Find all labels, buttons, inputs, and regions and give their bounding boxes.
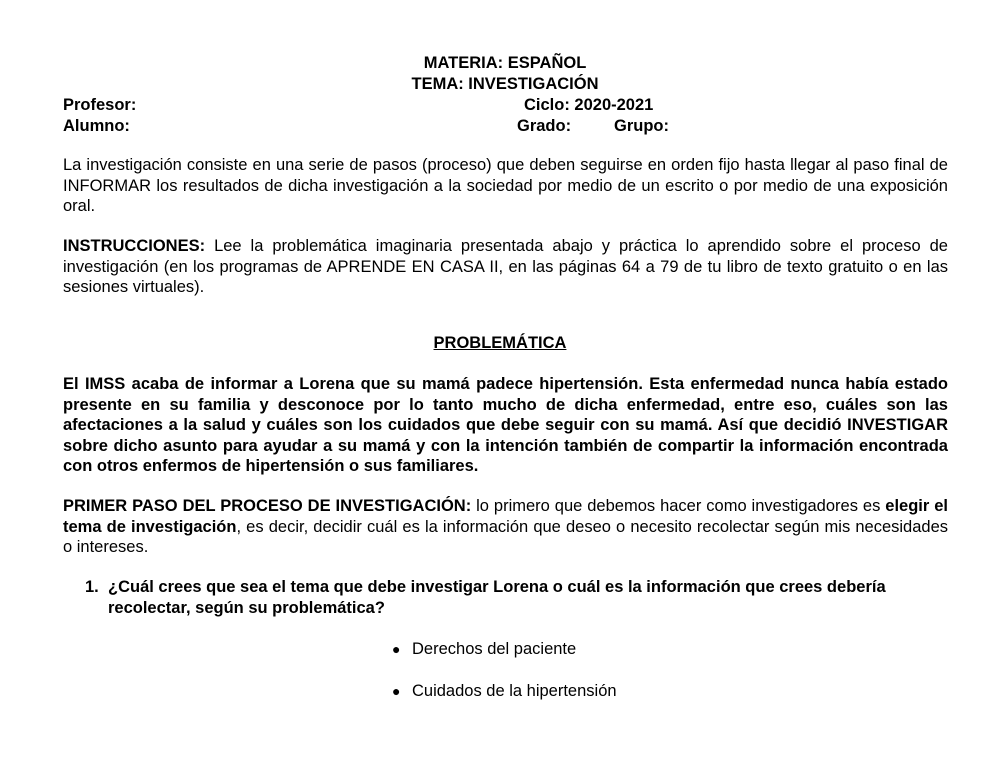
option-label: Derechos del paciente [412, 640, 577, 658]
instructions-label: INSTRUCCIONES: [63, 237, 206, 255]
student-label: Alumno: [63, 117, 130, 135]
bullet-icon: ● [392, 641, 401, 657]
first-step-label: PRIMER PASO DEL PROCESO DE INVESTIGACIÓN: [63, 497, 472, 515]
first-step-text-1: lo primero que debemos hacer como investigadores es [471, 497, 886, 515]
subject-heading: MATERIA: ESPAÑOL [423, 54, 587, 72]
topic-heading: TEMA: INVESTIGACIÓN [411, 75, 599, 93]
intro-paragraph: La investigación consiste en una serie de pasos (proceso) que deben seguirse en orden fijo hasta llegar al paso final de INFORMAR los resultados de dicha investigación a la sociedad por medio de un escrito o por medio de una exposición oral. [63, 156, 948, 215]
problem-paragraph: El IMSS acaba de informar a Lorena que su mamá padece hipertensión. Esta enfermedad nunca había estado presente en su familia y desconoce por lo tanto mucho de dicha enfermedad, entre eso, cuáles son las afectaciones a la salud y cuáles son los cuidados que debe seguir con su mamá. Así que decidió INVESTIGAR sobre dicho asunto para ayudar a su mamá y con la intención también de compartir la información encontrada con otros enfermos de hipertensión o sus familiares. [63, 375, 948, 475]
option-label: Cuidados de la hipertensión [412, 682, 617, 700]
first-step-emphasis: elegir el tema de investigación [63, 497, 948, 536]
instructions-paragraph [63, 236, 948, 298]
cycle-label: Ciclo: 2020-2021 [524, 96, 654, 114]
option-item[interactable] [392, 639, 576, 660]
question-1 [85, 577, 950, 618]
problem-title: PROBLEMÁTICA [433, 334, 567, 352]
option-item[interactable] [392, 681, 617, 702]
instructions-text: Lee la problemática imaginaria presentada abajo y práctica lo aprendido sobre el proceso de investigación (en los programas de APRENDE EN CASA II, en las páginas 64 a 79 de tu libro de texto gratuito o en las sesiones virtuales). [63, 237, 948, 296]
grade-label: Grado: [517, 117, 572, 135]
teacher-label: Profesor: [63, 96, 137, 114]
bullet-icon: ● [392, 683, 401, 699]
first-step-paragraph [63, 496, 948, 558]
group-label: Grupo: [614, 117, 669, 135]
first-step-text-2: , es decir, decidir cuál es la información que deseo o necesito recolectar según mis necesidades o intereses. [63, 517, 948, 556]
question-text: ¿Cuál crees que sea el tema que debe investigar Lorena o cuál es la información que crees debería recolectar, según su problemática? [108, 578, 886, 617]
question-number: 1. [85, 578, 99, 596]
